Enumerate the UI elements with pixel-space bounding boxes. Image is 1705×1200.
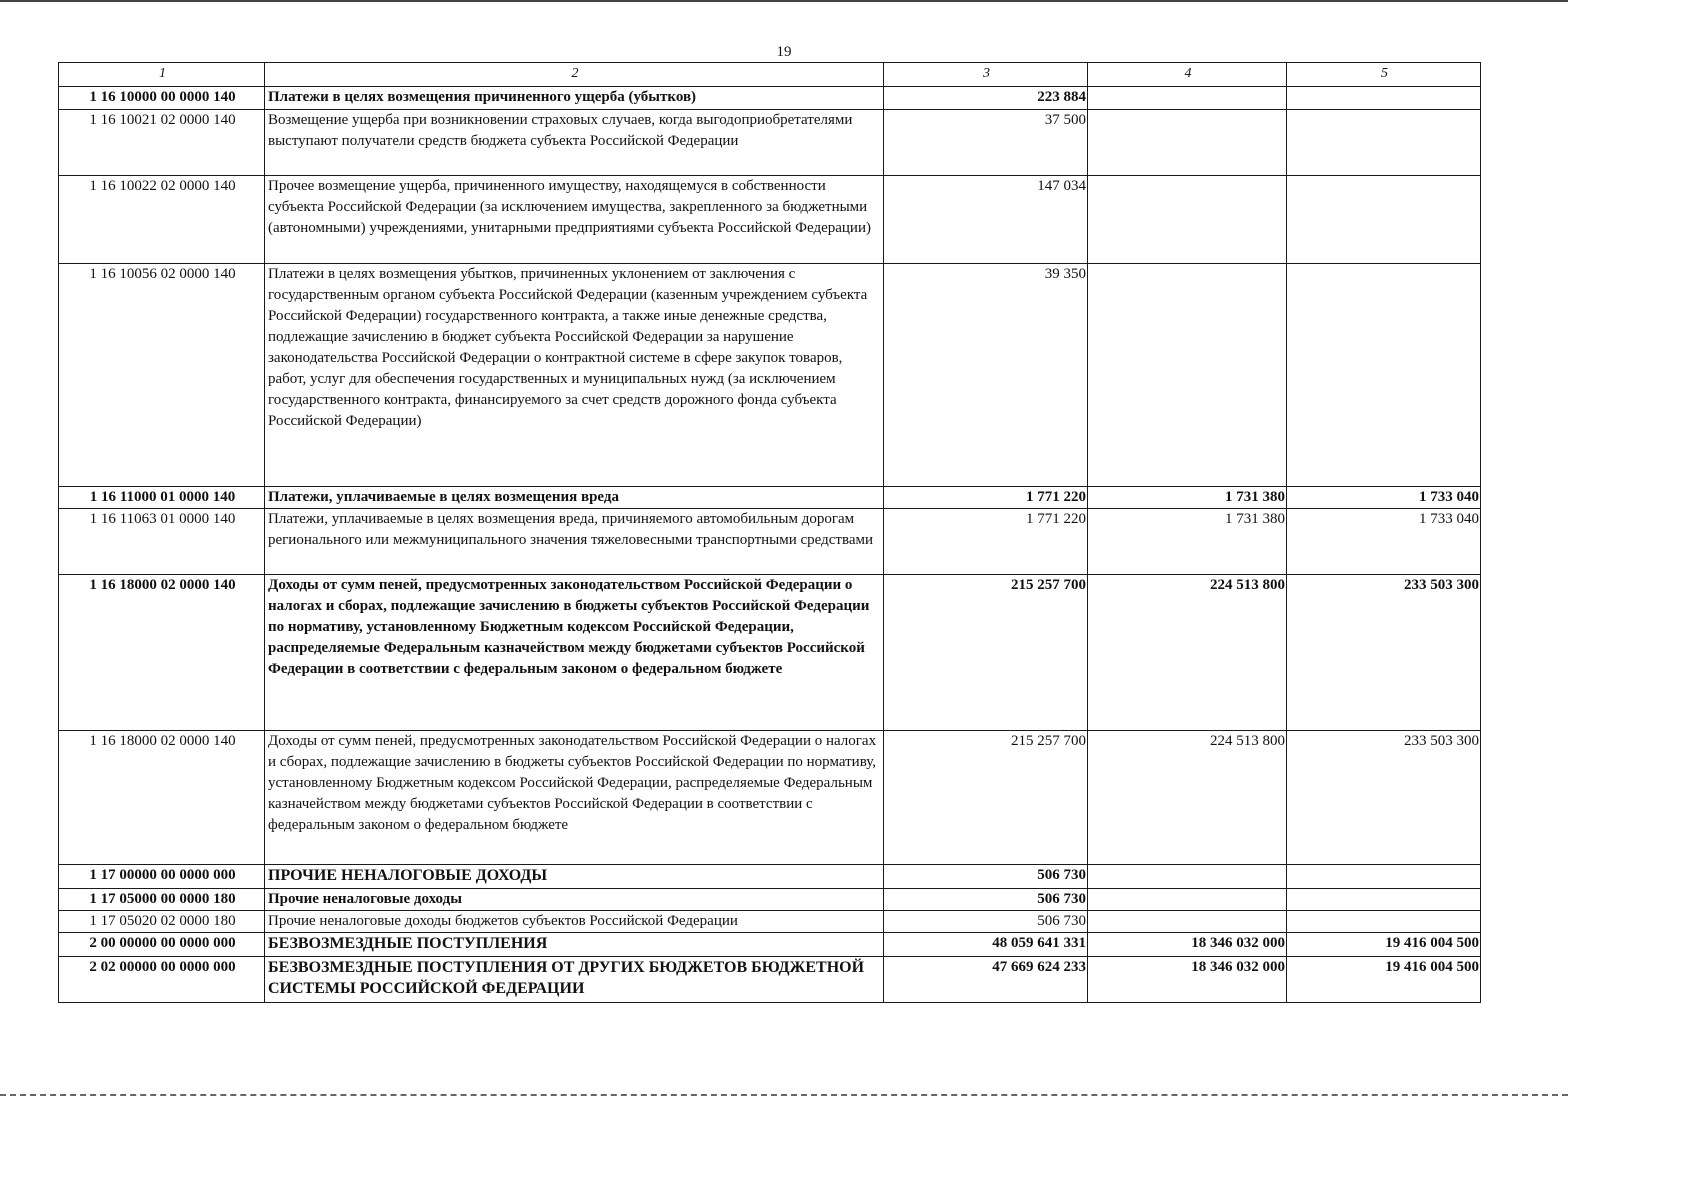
- budget-code: 2 00 00000 00 0000 000: [59, 933, 265, 957]
- amount-col4: 224 513 800: [1088, 575, 1287, 731]
- revenue-name: Возмещение ущерба при возникновении страховых случаев, когда выгодоприобретателями выступают получатели средств бюджета субъекта Российской Федерации: [265, 110, 884, 176]
- amount-col4: [1088, 87, 1287, 110]
- column-number-row: [59, 63, 1481, 87]
- revenue-name: БЕЗВОЗМЕЗДНЫЕ ПОСТУПЛЕНИЯ ОТ ДРУГИХ БЮДЖЕТОВ БЮДЖЕТНОЙ СИСТЕМЫ РОССИЙСКОЙ ФЕДЕРАЦИИ: [265, 957, 884, 1003]
- page-number: 19: [776, 44, 792, 60]
- amount-col5: 1 733 040: [1287, 487, 1481, 509]
- column-header-3: 3: [884, 63, 1088, 87]
- amount-col4: [1088, 865, 1287, 889]
- revenue-name: ПРОЧИЕ НЕНАЛОГОВЫЕ ДОХОДЫ: [265, 865, 884, 889]
- amount-col3: 47 669 624 233: [884, 957, 1088, 1003]
- column-header-1: 1: [59, 63, 265, 87]
- budget-code: 1 16 10022 02 0000 140: [59, 176, 265, 264]
- amount-col5: [1287, 176, 1481, 264]
- amount-col3: 39 350: [884, 264, 1088, 487]
- amount-col3: 506 730: [884, 911, 1088, 933]
- amount-col5: [1287, 264, 1481, 487]
- revenue-name: БЕЗВОЗМЕЗДНЫЕ ПОСТУПЛЕНИЯ: [265, 933, 884, 957]
- amount-col4: [1088, 176, 1287, 264]
- amount-col5: [1287, 865, 1481, 889]
- budget-code: 1 16 11063 01 0000 140: [59, 509, 265, 575]
- budget-code: 1 16 10056 02 0000 140: [59, 264, 265, 487]
- table-row: [59, 110, 1481, 176]
- table-row: [59, 731, 1481, 865]
- budget-code: 1 16 11000 01 0000 140: [59, 487, 265, 509]
- amount-col5: 233 503 300: [1287, 575, 1481, 731]
- amount-col4: 1 731 380: [1088, 509, 1287, 575]
- column-header-2: 2: [265, 63, 884, 87]
- budget-code: 1 17 05020 02 0000 180: [59, 911, 265, 933]
- table-row: [59, 933, 1481, 957]
- budget-code: 2 02 00000 00 0000 000: [59, 957, 265, 1003]
- amount-col5: 233 503 300: [1287, 731, 1481, 865]
- budget-code: 1 16 18000 02 0000 140: [59, 731, 265, 865]
- budget-code: 1 16 18000 02 0000 140: [59, 575, 265, 731]
- budget-revenue-table: [58, 62, 1481, 1003]
- table-row: [59, 957, 1481, 1003]
- budget-code: 1 17 00000 00 0000 000: [59, 865, 265, 889]
- table-row: [59, 911, 1481, 933]
- amount-col5: 1 733 040: [1287, 509, 1481, 575]
- revenue-name: Доходы от сумм пеней, предусмотренных законодательством Российской Федерации о налогах и сборах, подлежащие зачислению в бюджеты субъектов Российской Федерации по нормативу, установленному Бюджетным кодексом Российской Федерации, распределяемые Федеральным казначейством между бюджетами субъектов Российской Федерации в соответствии с федеральным законом о федеральном бюджете: [265, 575, 884, 731]
- amount-col4: 1 731 380: [1088, 487, 1287, 509]
- table-row: [59, 264, 1481, 487]
- amount-col3: 1 771 220: [884, 487, 1088, 509]
- table-row: [59, 176, 1481, 264]
- amount-col3: 1 771 220: [884, 509, 1088, 575]
- amount-col4: [1088, 110, 1287, 176]
- table-row: [59, 509, 1481, 575]
- table-row: [59, 87, 1481, 110]
- amount-col4: 18 346 032 000: [1088, 933, 1287, 957]
- scan-edge-bottom: [0, 1094, 1568, 1096]
- revenue-name: Платежи, уплачиваемые в целях возмещения вреда, причиняемого автомобильным дорогам регионального или межмуниципального значения тяжеловесными транспортными средствами: [265, 509, 884, 575]
- amount-col3: 48 059 641 331: [884, 933, 1088, 957]
- amount-col5: 19 416 004 500: [1287, 933, 1481, 957]
- table-row: [59, 575, 1481, 731]
- amount-col3: 223 884: [884, 87, 1088, 110]
- amount-col3: 506 730: [884, 889, 1088, 911]
- budget-code: 1 17 05000 00 0000 180: [59, 889, 265, 911]
- amount-col5: [1287, 110, 1481, 176]
- revenue-name: Доходы от сумм пеней, предусмотренных законодательством Российской Федерации о налогах и сборах, подлежащие зачислению в бюджеты субъектов Российской Федерации по нормативу, установленному Бюджетным кодексом Российской Федерации, распределяемые Федеральным казначейством между бюджетами субъектов Российской Федерации в соответствии с федеральным законом о федеральном бюджете: [265, 731, 884, 865]
- amount-col3: 37 500: [884, 110, 1088, 176]
- column-header-5: 5: [1287, 63, 1481, 87]
- budget-code: 1 16 10000 00 0000 140: [59, 87, 265, 110]
- revenue-name: Платежи, уплачиваемые в целях возмещения вреда: [265, 487, 884, 509]
- amount-col5: [1287, 889, 1481, 911]
- revenue-name: Прочие неналоговые доходы: [265, 889, 884, 911]
- column-header-4: 4: [1088, 63, 1287, 87]
- amount-col3: 147 034: [884, 176, 1088, 264]
- amount-col4: [1088, 889, 1287, 911]
- scan-edge-top: [0, 0, 1568, 2]
- amount-col5: [1287, 87, 1481, 110]
- budget-code: 1 16 10021 02 0000 140: [59, 110, 265, 176]
- amount-col5: 19 416 004 500: [1287, 957, 1481, 1003]
- amount-col5: [1287, 911, 1481, 933]
- amount-col4: [1088, 911, 1287, 933]
- revenue-name: Платежи в целях возмещения причиненного ущерба (убытков): [265, 87, 884, 110]
- table-row: [59, 889, 1481, 911]
- table-row: [59, 865, 1481, 889]
- amount-col3: 215 257 700: [884, 731, 1088, 865]
- amount-col3: 506 730: [884, 865, 1088, 889]
- revenue-name: Прочие неналоговые доходы бюджетов субъектов Российской Федерации: [265, 911, 884, 933]
- table-row: [59, 487, 1481, 509]
- revenue-name: Платежи в целях возмещения убытков, причиненных уклонением от заключения с государственным органом субъекта Российской Федерации (казенным учреждением субъекта Российской Федерации) государственного контракта, а также иные денежные средства, подлежащие зачислению в бюджет субъекта Российской Федерации за нарушение законодательства Российской Федерации о контрактной системе в сфере закупок товаров, работ, услуг для обеспечения государственных и муниципальных нужд (за исключением государственного контракта, финансируемого за счет средств дорожного фонда субъекта Российской Федерации): [265, 264, 884, 487]
- amount-col3: 215 257 700: [884, 575, 1088, 731]
- amount-col4: 18 346 032 000: [1088, 957, 1287, 1003]
- revenue-name: Прочее возмещение ущерба, причиненного имуществу, находящемуся в собственности субъекта Российской Федерации (за исключением имущества, закрепленного за бюджетными (автономными) учреждениями, унитарными предприятиями субъекта Российской Федерации): [265, 176, 884, 264]
- amount-col4: 224 513 800: [1088, 731, 1287, 865]
- amount-col4: [1088, 264, 1287, 487]
